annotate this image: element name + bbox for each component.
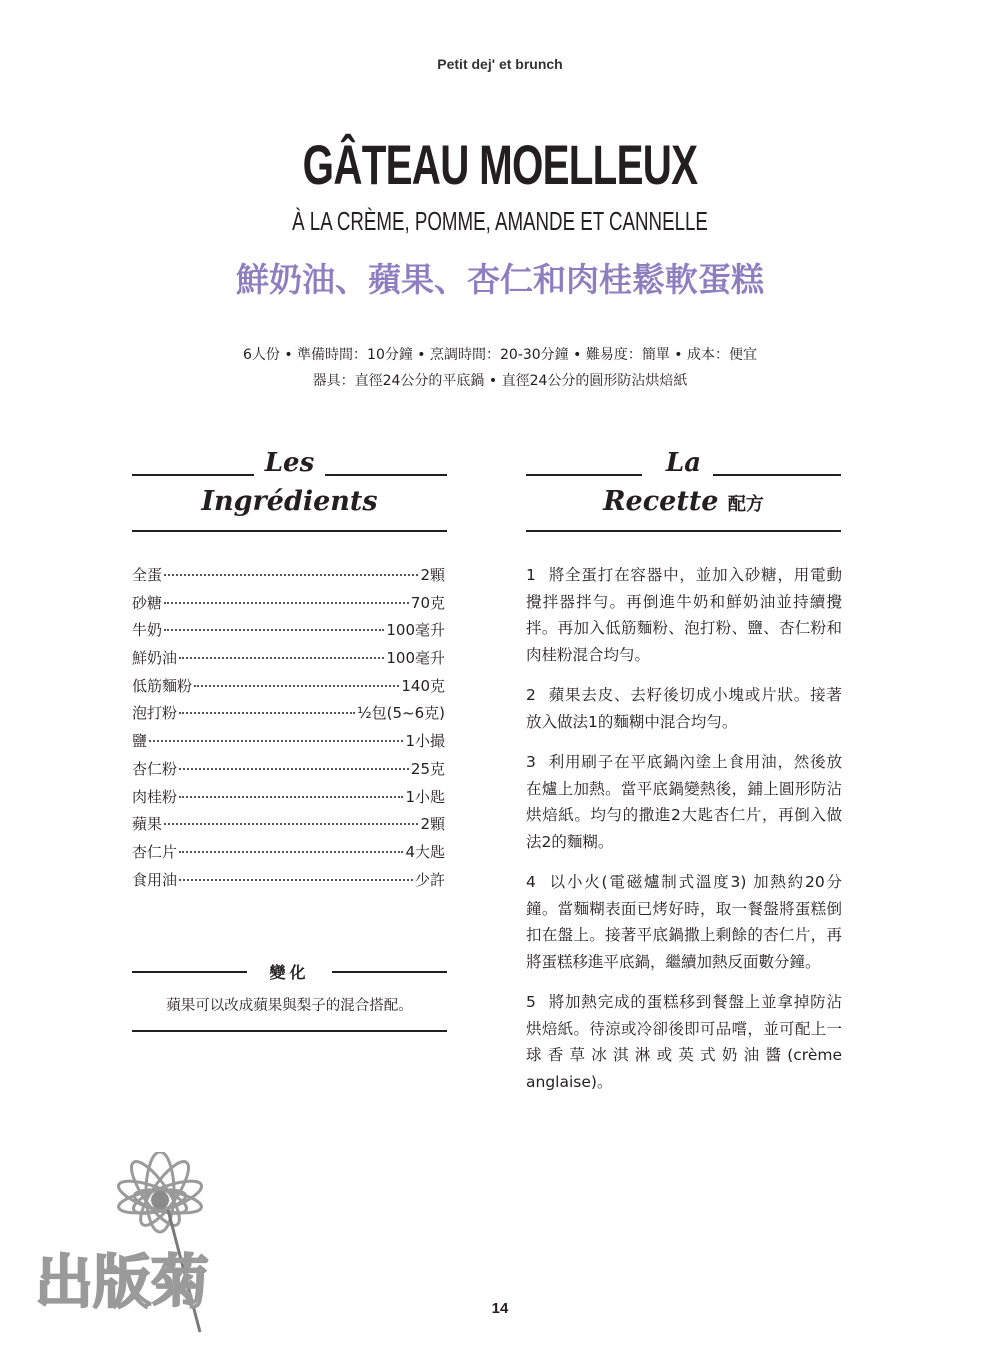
ingredient-name: 全蛋: [132, 566, 163, 584]
ingredient-row: [132, 813, 445, 841]
variation-label: 變化: [269, 963, 310, 982]
step-number: 5: [526, 993, 536, 1011]
ingredient-qty: 70克: [410, 593, 445, 612]
ingredient-row: [132, 730, 445, 758]
recipe-subtitle-french: À LA CRÈME, POMME, AMANDE ET CANNELLE: [292, 206, 708, 236]
ingredient-qty: 100毫升: [386, 649, 445, 668]
step-number: 2: [526, 686, 536, 704]
variation-underline: [132, 1030, 447, 1032]
watermark-text: 出版菊: [35, 1248, 210, 1316]
leader-dots: [149, 740, 403, 742]
ingredient-qty: 2顆: [420, 566, 445, 584]
leader-dots: [179, 712, 355, 714]
ingredient-qty: 4大匙: [405, 842, 445, 861]
ingredient-row: [132, 592, 445, 620]
heading-underline: [132, 530, 447, 532]
recipe-meta-servings-times: 6人份 • 準備時間：10分鐘 • 烹調時間：20-30分鐘 • 難易度：簡單 • 成本：便宜: [242, 347, 758, 363]
step-number: 3: [526, 753, 536, 771]
step-text: 將加熱完成的蛋糕移到餐盤上並拿掉防沾烘焙紙。待涼或冷卻後即可品嚐，並可配上一球香草冰淇淋或英式奶油醬(crème anglaise)。: [526, 993, 842, 1091]
recipe-heading-top: La: [665, 448, 702, 478]
recipe-heading-bottom: [526, 486, 841, 517]
leader-dots: [164, 629, 384, 631]
running-head: Petit dej' et brunch: [437, 56, 563, 72]
leader-dots: [179, 768, 409, 770]
ingredient-qty: 25克: [410, 759, 445, 778]
leader-dots: [164, 823, 418, 825]
step-text: 將全蛋打在容器中，並加入砂糖，用電動攪拌器拌勻。再倒進牛奶和鮮奶油並持續攪拌。再加入低筋麵粉、泡打粉、鹽、杏仁粉和肉桂粉混合均勻。: [526, 566, 842, 664]
ingredient-row: [132, 841, 445, 869]
step-text: 利用刷子在平底鍋內塗上食用油，然後放在爐上加熱。當平底鍋變熱後，鋪上圓形防沾烘焙紙。均勻的撒進2大匙杏仁片，再倒入做法2的麵糊。: [526, 753, 842, 851]
ingredients-list: [132, 564, 445, 896]
ingredient-qty: 100毫升: [386, 621, 445, 640]
ingredient-qty: 1小匙: [405, 787, 445, 806]
ingredients-heading-top: Les: [264, 448, 315, 478]
ingredient-qty: ½包(5~6克): [357, 704, 445, 723]
ingredient-name: 肉桂粉: [132, 787, 178, 806]
ingredient-name: 蘋果: [132, 815, 163, 834]
step-text: 以小火(電磁爐制式溫度3) 加熱約20分鐘。當麵糊表面已烤好時，取一餐盤將蛋糕倒扣在盤上。接著平底鍋撒上剩餘的杏仁片，再將蛋糕移進平底鍋，繼續加熱反面數分鐘。: [526, 873, 842, 971]
leader-dots: [164, 574, 418, 576]
variation-text: 蘋果可以改成蘋果與梨子的混合搭配。: [166, 998, 413, 1014]
ingredient-name: 鮮奶油: [132, 649, 178, 668]
ingredient-name: 泡打粉: [132, 704, 178, 723]
recipe-step: [526, 749, 842, 855]
step-number: 4: [526, 873, 536, 891]
ingredient-qty: 少許: [414, 870, 445, 889]
recipe-heading-script: Recette: [603, 486, 719, 517]
ingredient-row: [132, 564, 445, 592]
ingredient-row: [132, 758, 445, 786]
ingredient-row: [132, 869, 445, 897]
heading-underline: [526, 530, 841, 532]
ingredient-row: [132, 675, 445, 703]
leader-dots: [179, 851, 403, 853]
recipe-title-french: GÂTEAU MOELLEUX: [302, 133, 698, 196]
ingredient-row: [132, 619, 445, 647]
ingredient-name: 杏仁粉: [132, 759, 178, 778]
ingredient-name: 牛奶: [132, 621, 163, 640]
recipe-title-chinese: 鮮奶油、蘋果、杏仁和肉桂鬆軟蛋糕: [236, 260, 764, 299]
recipe-steps: [526, 562, 842, 1109]
recipe-meta-equipment: 器具：直徑24公分的平底鍋 • 直徑24公分的圓形防沾烘焙紙: [312, 373, 688, 389]
ingredients-heading-bottom: Ingrédients: [201, 486, 378, 517]
ingredient-name: 砂糖: [132, 593, 163, 612]
ingredient-name: 鹽: [132, 732, 148, 751]
ingredient-row: [132, 647, 445, 675]
leader-dots: [164, 602, 409, 604]
leader-dots: [179, 879, 413, 881]
recipe-step: [526, 989, 842, 1095]
ingredient-name: 低筋麵粉: [132, 676, 193, 695]
ingredient-row: [132, 702, 445, 730]
page-number: 14: [491, 1300, 509, 1317]
ingredient-qty: 140克: [401, 676, 445, 695]
ingredient-qty: 1小撮: [405, 732, 445, 751]
ingredient-name: 杏仁片: [132, 842, 178, 861]
step-text: 蘋果去皮、去籽後切成小塊或片狀。接著放入做法1的麵糊中混合均勻。: [526, 686, 842, 731]
ingredient-name: 食用油: [132, 870, 178, 889]
step-number: 1: [526, 566, 536, 584]
recipe-step: [526, 562, 842, 668]
ingredient-row: [132, 786, 445, 814]
ingredients-heading: [132, 440, 447, 540]
recipe-heading: [526, 440, 841, 540]
recipe-step: [526, 869, 842, 975]
leader-dots: [194, 685, 399, 687]
recipe-step: [526, 682, 842, 735]
ingredient-qty: 2顆: [420, 815, 445, 834]
leader-dots: [179, 796, 403, 798]
leader-dots: [179, 657, 384, 659]
recipe-heading-chinese: 配方: [727, 494, 764, 515]
